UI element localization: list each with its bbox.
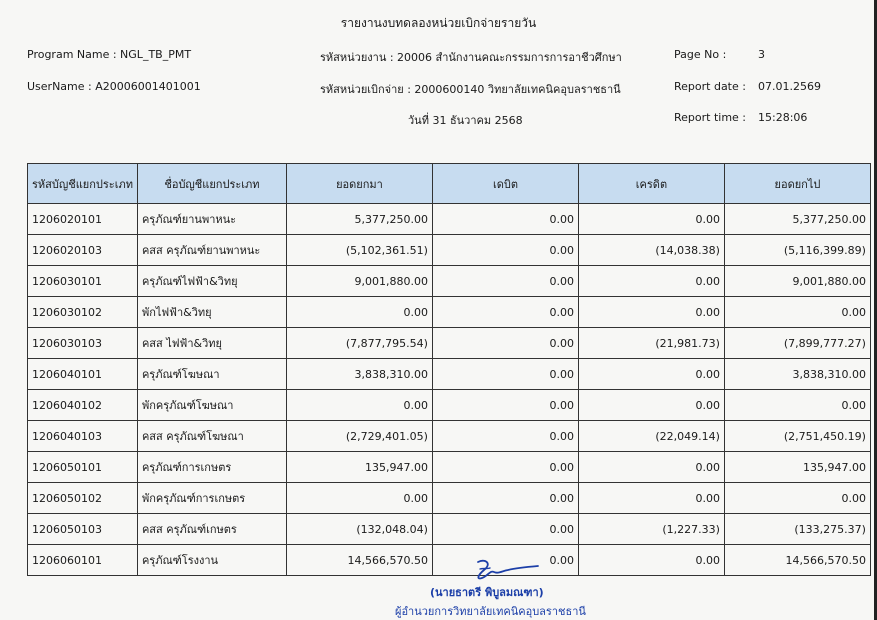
cell-account-name: คสส ครุภัณฑ์ยานพาหนะ (137, 235, 286, 266)
cell-opening-balance: 135,947.00 (286, 452, 432, 483)
cell-closing-balance: (133,275.37) (724, 514, 870, 545)
cell-account-code: 1206050103 (28, 514, 138, 545)
cell-debit: 0.00 (432, 266, 578, 297)
cell-account-name: ครุภัณฑ์ไฟฟ้า&วิทยุ (137, 266, 286, 297)
cell-debit: 0.00 (432, 545, 578, 576)
cell-closing-balance: 14,566,570.50 (724, 545, 870, 576)
signature-mark (472, 556, 542, 584)
cell-credit: 0.00 (578, 297, 724, 328)
program-name: Program Name : NGL_TB_PMT (27, 48, 192, 61)
cell-debit: 0.00 (432, 359, 578, 390)
table-row (28, 297, 871, 328)
table-row (28, 328, 871, 359)
cell-account-name: คสส ครุภัณฑ์เกษตร (137, 514, 286, 545)
table-row (28, 545, 871, 576)
cell-credit: (22,049.14) (578, 421, 724, 452)
col-header-credit: เครดิต (578, 164, 724, 204)
cell-debit: 0.00 (432, 235, 578, 266)
cell-account-code: 1206040102 (28, 390, 138, 421)
cell-debit: 0.00 (432, 204, 578, 235)
col-header-closing-balance: ยอดยกไป (724, 164, 870, 204)
cell-debit: 0.00 (432, 328, 578, 359)
page-no-label: Page No : (674, 48, 727, 61)
cell-opening-balance: 5,377,250.00 (286, 204, 432, 235)
cell-account-code: 1206050102 (28, 483, 138, 514)
cell-opening-balance: (7,877,795.54) (286, 328, 432, 359)
cell-account-code: 1206020103 (28, 235, 138, 266)
table-row (28, 483, 871, 514)
trial-balance-table (27, 163, 871, 576)
cell-debit: 0.00 (432, 390, 578, 421)
cell-account-code: 1206030101 (28, 266, 138, 297)
cell-opening-balance: 9,001,880.00 (286, 266, 432, 297)
cell-account-code: 1206030102 (28, 297, 138, 328)
cell-credit: 0.00 (578, 545, 724, 576)
table-row (28, 359, 871, 390)
report-date-thai: วันที่ 31 ธันวาคม 2568 (408, 114, 523, 127)
cell-debit: 0.00 (432, 421, 578, 452)
cell-credit: 0.00 (578, 452, 724, 483)
cell-closing-balance: 0.00 (724, 297, 870, 328)
table-row (28, 514, 871, 545)
cell-opening-balance: (5,102,361.51) (286, 235, 432, 266)
report-date-label: Report date : (674, 80, 746, 93)
cell-closing-balance: 0.00 (724, 483, 870, 514)
cell-opening-balance: 0.00 (286, 297, 432, 328)
cell-account-code: 1206040101 (28, 359, 138, 390)
cell-closing-balance: 135,947.00 (724, 452, 870, 483)
page-no-value: 3 (758, 48, 765, 61)
cell-debit: 0.00 (432, 514, 578, 545)
cell-opening-balance: 0.00 (286, 483, 432, 514)
table-row (28, 204, 871, 235)
cell-account-name: ครุภัณฑ์โรงงาน (137, 545, 286, 576)
signer-position: ผู้อำนวยการวิทยาลัยเทคนิคอุบลราชธานี (395, 605, 586, 618)
cell-credit: 0.00 (578, 483, 724, 514)
cell-opening-balance: 3,838,310.00 (286, 359, 432, 390)
cell-debit: 0.00 (432, 452, 578, 483)
col-header-account-name: ชื่อบัญชีแยกประเภท (137, 164, 286, 204)
cell-debit: 0.00 (432, 483, 578, 514)
cell-debit: 0.00 (432, 297, 578, 328)
table-row (28, 266, 871, 297)
cell-closing-balance: 0.00 (724, 390, 870, 421)
cell-opening-balance: 14,566,570.50 (286, 545, 432, 576)
report-title: รายงานงบทดลองหน่วยเบิกจ่ายรายวัน (340, 16, 537, 30)
cell-account-name: ครุภัณฑ์ยานพาหนะ (137, 204, 286, 235)
cell-credit: 0.00 (578, 266, 724, 297)
agency-code: รหัสหน่วยงาน : 20006 สำนักงานคณะกรรมการการอาชีวศึกษา (320, 51, 622, 64)
col-header-account-code: รหัสบัญชีแยกประเภท (28, 164, 138, 204)
col-header-debit: เดบิต (432, 164, 578, 204)
username: UserName : A20006001401001 (27, 80, 201, 93)
cell-credit: 0.00 (578, 390, 724, 421)
cell-closing-balance: (5,116,399.89) (724, 235, 870, 266)
cell-account-name: ครุภัณฑ์โฆษณา (137, 359, 286, 390)
cell-account-code: 1206040103 (28, 421, 138, 452)
cell-opening-balance: 0.00 (286, 390, 432, 421)
table-row (28, 235, 871, 266)
cell-account-code: 1206060101 (28, 545, 138, 576)
cell-account-name: คสส ไฟฟ้า&วิทยุ (137, 328, 286, 359)
cell-account-code: 1206050101 (28, 452, 138, 483)
cell-account-name: พักไฟฟ้า&วิทยุ (137, 297, 286, 328)
cell-account-name: พักครุภัณฑ์การเกษตร (137, 483, 286, 514)
cell-credit: 0.00 (578, 204, 724, 235)
table-row (28, 390, 871, 421)
col-header-opening-balance: ยอดยกมา (286, 164, 432, 204)
cell-closing-balance: 3,838,310.00 (724, 359, 870, 390)
cell-account-name: พักครุภัณฑ์โฆษณา (137, 390, 286, 421)
cell-account-name: คสส ครุภัณฑ์โฆษณา (137, 421, 286, 452)
cell-account-code: 1206030103 (28, 328, 138, 359)
table-row (28, 452, 871, 483)
cell-credit: (1,227.33) (578, 514, 724, 545)
table-header-row (28, 164, 871, 204)
cell-account-name: ครุภัณฑ์การเกษตร (137, 452, 286, 483)
table-row (28, 421, 871, 452)
signer-name: (นายธาตรี พิบูลมณฑา) (430, 586, 544, 599)
report-time-value: 15:28:06 (758, 111, 808, 124)
cell-closing-balance: (7,899,777.27) (724, 328, 870, 359)
disbursement-unit: รหัสหน่วยเบิกจ่าย : 2000600140 วิทยาลัยเทคนิคอุบลราชธานี (320, 83, 621, 96)
cell-opening-balance: (2,729,401.05) (286, 421, 432, 452)
cell-credit: (21,981.73) (578, 328, 724, 359)
cell-opening-balance: (132,048.04) (286, 514, 432, 545)
cell-closing-balance: (2,751,450.19) (724, 421, 870, 452)
cell-closing-balance: 9,001,880.00 (724, 266, 870, 297)
cell-closing-balance: 5,377,250.00 (724, 204, 870, 235)
cell-account-code: 1206020101 (28, 204, 138, 235)
report-date-value: 07.01.2569 (758, 80, 821, 93)
report-time-label: Report time : (674, 111, 747, 124)
cell-credit: (14,038.38) (578, 235, 724, 266)
cell-credit: 0.00 (578, 359, 724, 390)
